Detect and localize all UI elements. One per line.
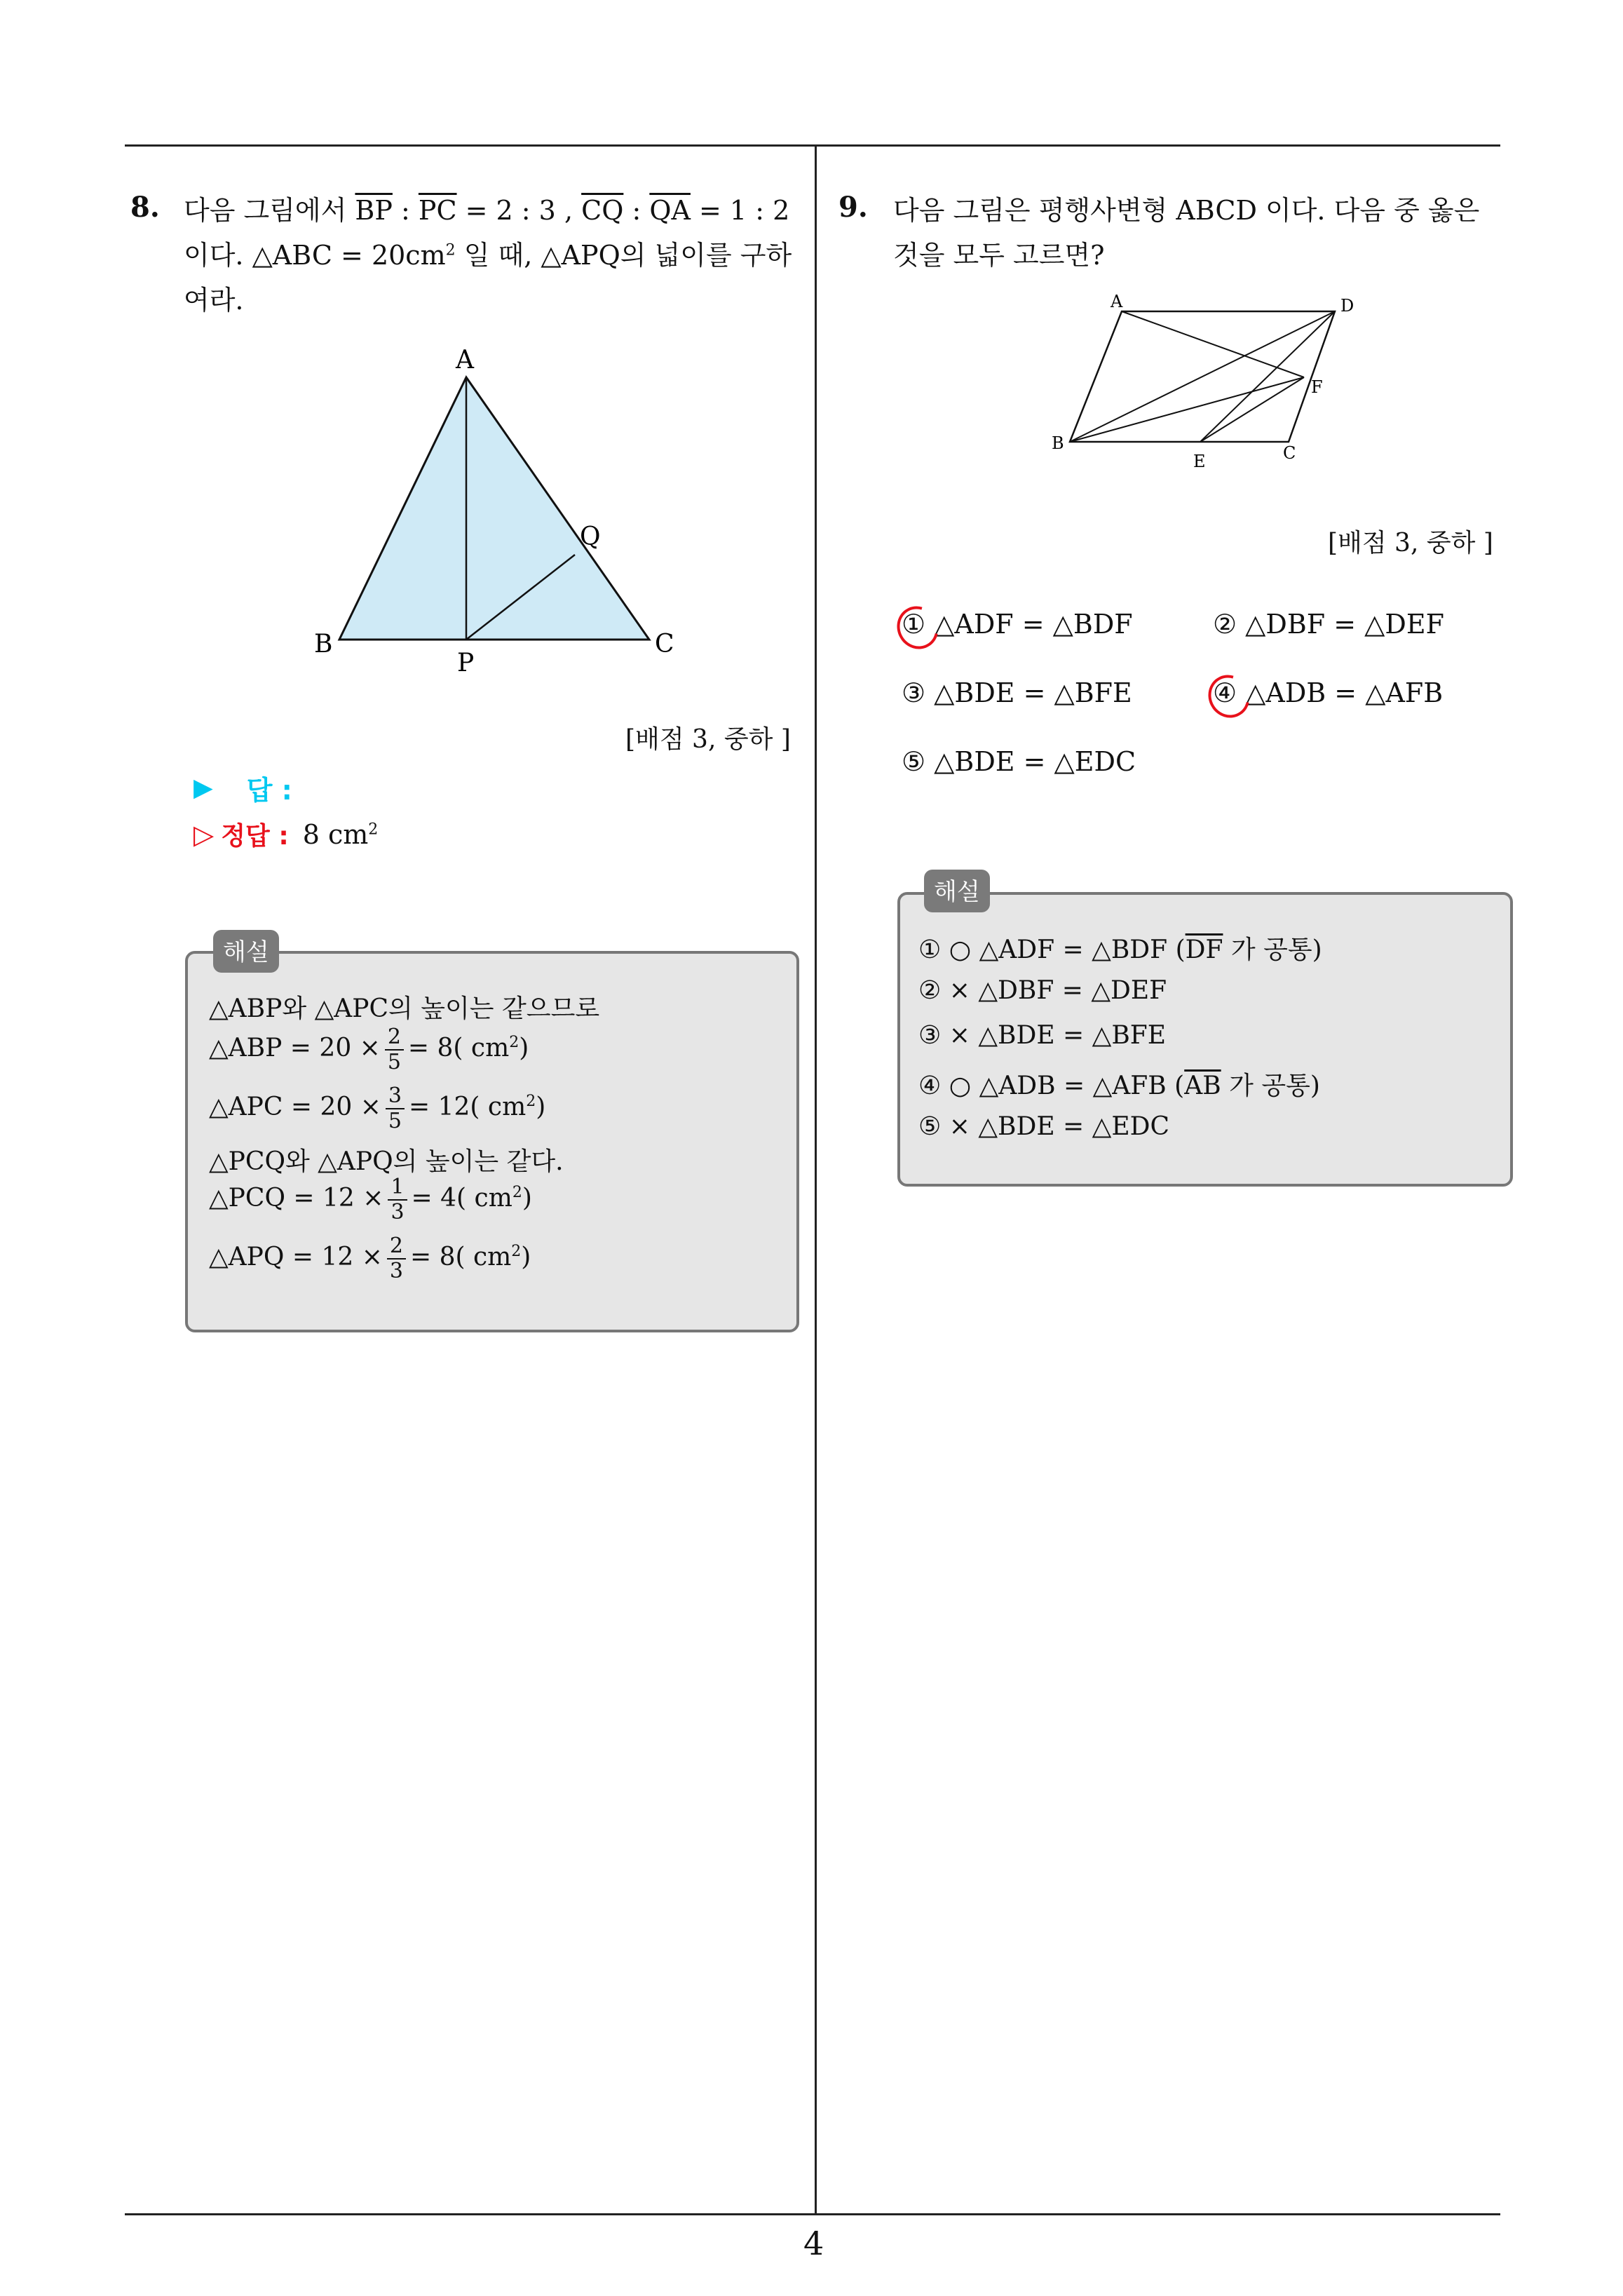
q9-option-2[interactable]: ② △DBF = △DEF [1213,609,1444,640]
q9-question-text: 다음 그림은 평행사변형 ABCD 이다. 다음 중 옳은 것을 모두 고르면? [893,195,1480,271]
q8-score: [배점 3, 중하 ] [625,725,791,754]
label-a: A [1111,292,1123,311]
q8-sol-line2: △ABP = 20 × $\frac{2}{5}$ = 8( $cm^2$) [209,1025,529,1074]
answer-label: 답 : [246,775,292,806]
column-divider [815,146,817,2215]
q9-option-5[interactable]: ⑤ △BDE = △EDC [902,746,1136,777]
label-d: D [1340,296,1354,316]
q9-solution-tag: 해설 [924,870,990,912]
label-e: E [1193,452,1206,471]
top-rule [125,144,1500,147]
q9-number: 9. [838,191,868,224]
q8-question-text: 다음 그림에서 $\overline{BP}$ : $\overline{PC} = 2$ : 3 , $\overline{CQ}$ : $\overline{QA} = 1$ : 2 이다. △ABC = $20cm^2$ 일 때, △APQ의 넓이를 구하 여라. [184,195,792,316]
label-p: P [457,649,475,677]
page-number: 4 [803,2224,824,2262]
q9-parallelogram-figure [1038,288,1381,477]
label-c: C [655,630,674,659]
q8-answer-row [193,769,292,807]
q9-option-3[interactable]: ③ △BDE = △BFE [902,677,1132,708]
blue-triangle-icon: ▶ [193,774,213,802]
q8-sol-line4: △PCQ와 △APQ의 높이는 같다. [209,1147,564,1176]
q9-score: [배점 3, 중하 ] [1328,529,1493,558]
segment-bf [1070,377,1304,442]
segment-ed [1200,311,1335,442]
q9-sol-line5: ⑤ × △BDE = △EDC [918,1112,1170,1141]
q8-sol-line1: △ABP와 △APC의 높이는 같으므로 [209,994,600,1023]
segment-ef [1200,377,1304,442]
q8-solution-tag: 해설 [213,930,279,973]
label-c: C [1283,443,1296,463]
red-circle-mark-option-1 [889,599,946,657]
q9-sol-line3: ③ × △BDE = △BFE [918,1021,1167,1050]
correct-value: 8 $cm^2$ [302,818,379,850]
label-f: F [1311,377,1323,397]
red-triangle-icon: ▷ [193,818,215,850]
label-q: Q [580,522,601,551]
q9-option-4[interactable]: ④ △ADB = △AFB [1213,677,1444,708]
q8-correct-row [193,816,378,852]
q8-sol-line3: △APC = 20 × $\frac{3}{5}$ = 12( $cm^2$) [209,1083,546,1133]
bottom-rule [125,2213,1500,2215]
q8-sol-line5: △PCQ = 12 × $\frac{1}{3}$ = 4( $cm^2$) [209,1175,532,1224]
q8-number: 8. [130,191,160,224]
q9-sol-line4: ④ ○ △ADB = △AFB ($\overline{AB}$ 가 공통) [918,1072,1320,1100]
q9-sol-line2: ② × △DBF = △DEF [918,976,1167,1005]
label-a: A [456,346,474,374]
label-b: B [1052,433,1064,453]
triangle-abc [339,377,649,640]
q9-option-1[interactable]: ① △ADF = △BDF [902,609,1133,640]
q8-sol-line6: △APQ = 12 × $\frac{2}{3}$ = 8( $cm^2$) [209,1234,531,1283]
q8-triangle-figure [301,337,694,687]
correct-label: 정답 : [221,822,289,851]
label-b: B [314,630,333,659]
red-circle-mark-option-4 [1200,668,1257,726]
q9-sol-line1: ① ○ △ADF = △BDF ($\overline{DF}$ 가 공통) [918,936,1322,964]
